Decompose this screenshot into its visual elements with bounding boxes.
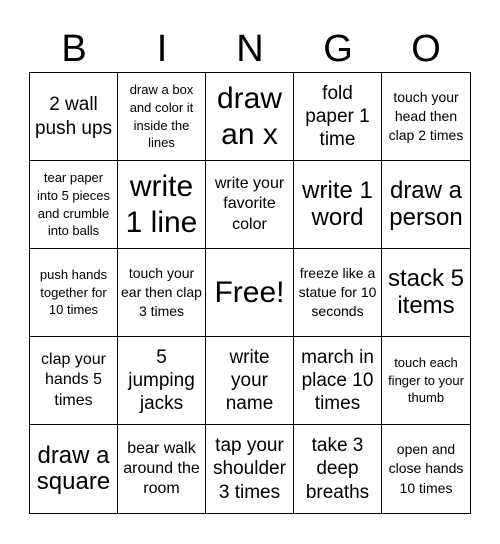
bingo-cell-r3-c1[interactable] <box>30 249 118 337</box>
bingo-cell-text: take 3 deep breaths <box>305 435 370 503</box>
bingo-cell-r1-c5[interactable] <box>382 73 470 161</box>
header-letter-i: I <box>156 28 168 70</box>
bingo-cell-text: draw a box and color it inside the lines <box>129 81 194 151</box>
bingo-cell-text: march in place 10 times <box>301 346 374 415</box>
bingo-cell-r4-c1[interactable] <box>30 337 118 425</box>
bingo-cell-text: open and close hands 10 times <box>388 441 464 496</box>
header-letter-g: G <box>323 28 353 70</box>
bingo-cell-text: touch your head then clap 2 times <box>388 88 464 144</box>
bingo-cell-r2-c3[interactable] <box>206 161 294 249</box>
bingo-cell-text: push hands together for 10 times <box>39 266 108 318</box>
bingo-cell-r3-c2[interactable] <box>118 249 206 337</box>
bingo-cell-r3-c4[interactable] <box>294 249 382 337</box>
bingo-cell-text: tear paper into 5 pieces and crumble into balls <box>37 169 110 239</box>
bingo-cell-text: tap your shoulder 3 times <box>213 435 286 503</box>
bingo-cell-text: draw a square <box>36 441 111 495</box>
bingo-cell-r1-c4[interactable] <box>294 73 382 161</box>
bingo-cell-r2-c5[interactable] <box>382 161 470 249</box>
bingo-cell-r1-c3[interactable] <box>206 73 294 161</box>
bingo-cell-text: 5 jumping jacks <box>128 346 195 415</box>
bingo-cell-r1-c1[interactable] <box>30 73 118 161</box>
bingo-cell-r3-c3[interactable] <box>206 249 294 337</box>
bingo-cell-r5-c1[interactable] <box>30 425 118 513</box>
bingo-cell-text: write 1 line <box>125 170 198 239</box>
bingo-cell-text: stack 5 items <box>387 265 465 319</box>
bingo-cell-r4-c5[interactable] <box>382 337 470 425</box>
bingo-header <box>30 24 470 74</box>
header-letter-o: O <box>411 28 441 70</box>
header-letter-b: B <box>61 28 87 70</box>
bingo-cell-text: bear walk around the room <box>123 439 200 498</box>
bingo-cell-r4-c2[interactable] <box>118 337 206 425</box>
bingo-cell-r2-c2[interactable] <box>118 161 206 249</box>
bingo-cell-r4-c4[interactable] <box>294 337 382 425</box>
bingo-cell-r2-c1[interactable] <box>30 161 118 249</box>
bingo-cell-r2-c4[interactable] <box>294 161 382 249</box>
bingo-cell-r5-c4[interactable] <box>294 425 382 513</box>
bingo-cell-text: clap your hands 5 times <box>41 351 106 409</box>
bingo-cell-r4-c3[interactable] <box>206 337 294 425</box>
header-letter-n: N <box>236 28 264 70</box>
bingo-cell-r1-c2[interactable] <box>118 73 206 161</box>
bingo-cell-text: write your favorite color <box>214 175 285 233</box>
bingo-cell-text: draw an x <box>216 82 283 151</box>
bingo-cell-text: fold paper 1 time <box>305 82 370 151</box>
bingo-cell-text: freeze like a statue for 10 seconds <box>298 264 377 320</box>
bingo-cell-r3-c5[interactable] <box>382 249 470 337</box>
bingo-cell-text: draw a person <box>389 177 463 231</box>
bingo-board <box>29 72 471 514</box>
bingo-cell-text: 2 wall push ups <box>34 94 113 139</box>
bingo-cell-r5-c3[interactable] <box>206 425 294 513</box>
free-space-label: Free! <box>214 275 285 309</box>
bingo-cell-text: touch each finger to your thumb <box>388 354 464 406</box>
bingo-cell-text: write your name <box>225 346 274 415</box>
bingo-cell-r5-c2[interactable] <box>118 425 206 513</box>
bingo-cell-text: write 1 word <box>302 177 373 231</box>
bingo-cell-r5-c5[interactable] <box>382 425 470 513</box>
bingo-cell-text: touch your ear then clap 3 times <box>121 264 202 320</box>
